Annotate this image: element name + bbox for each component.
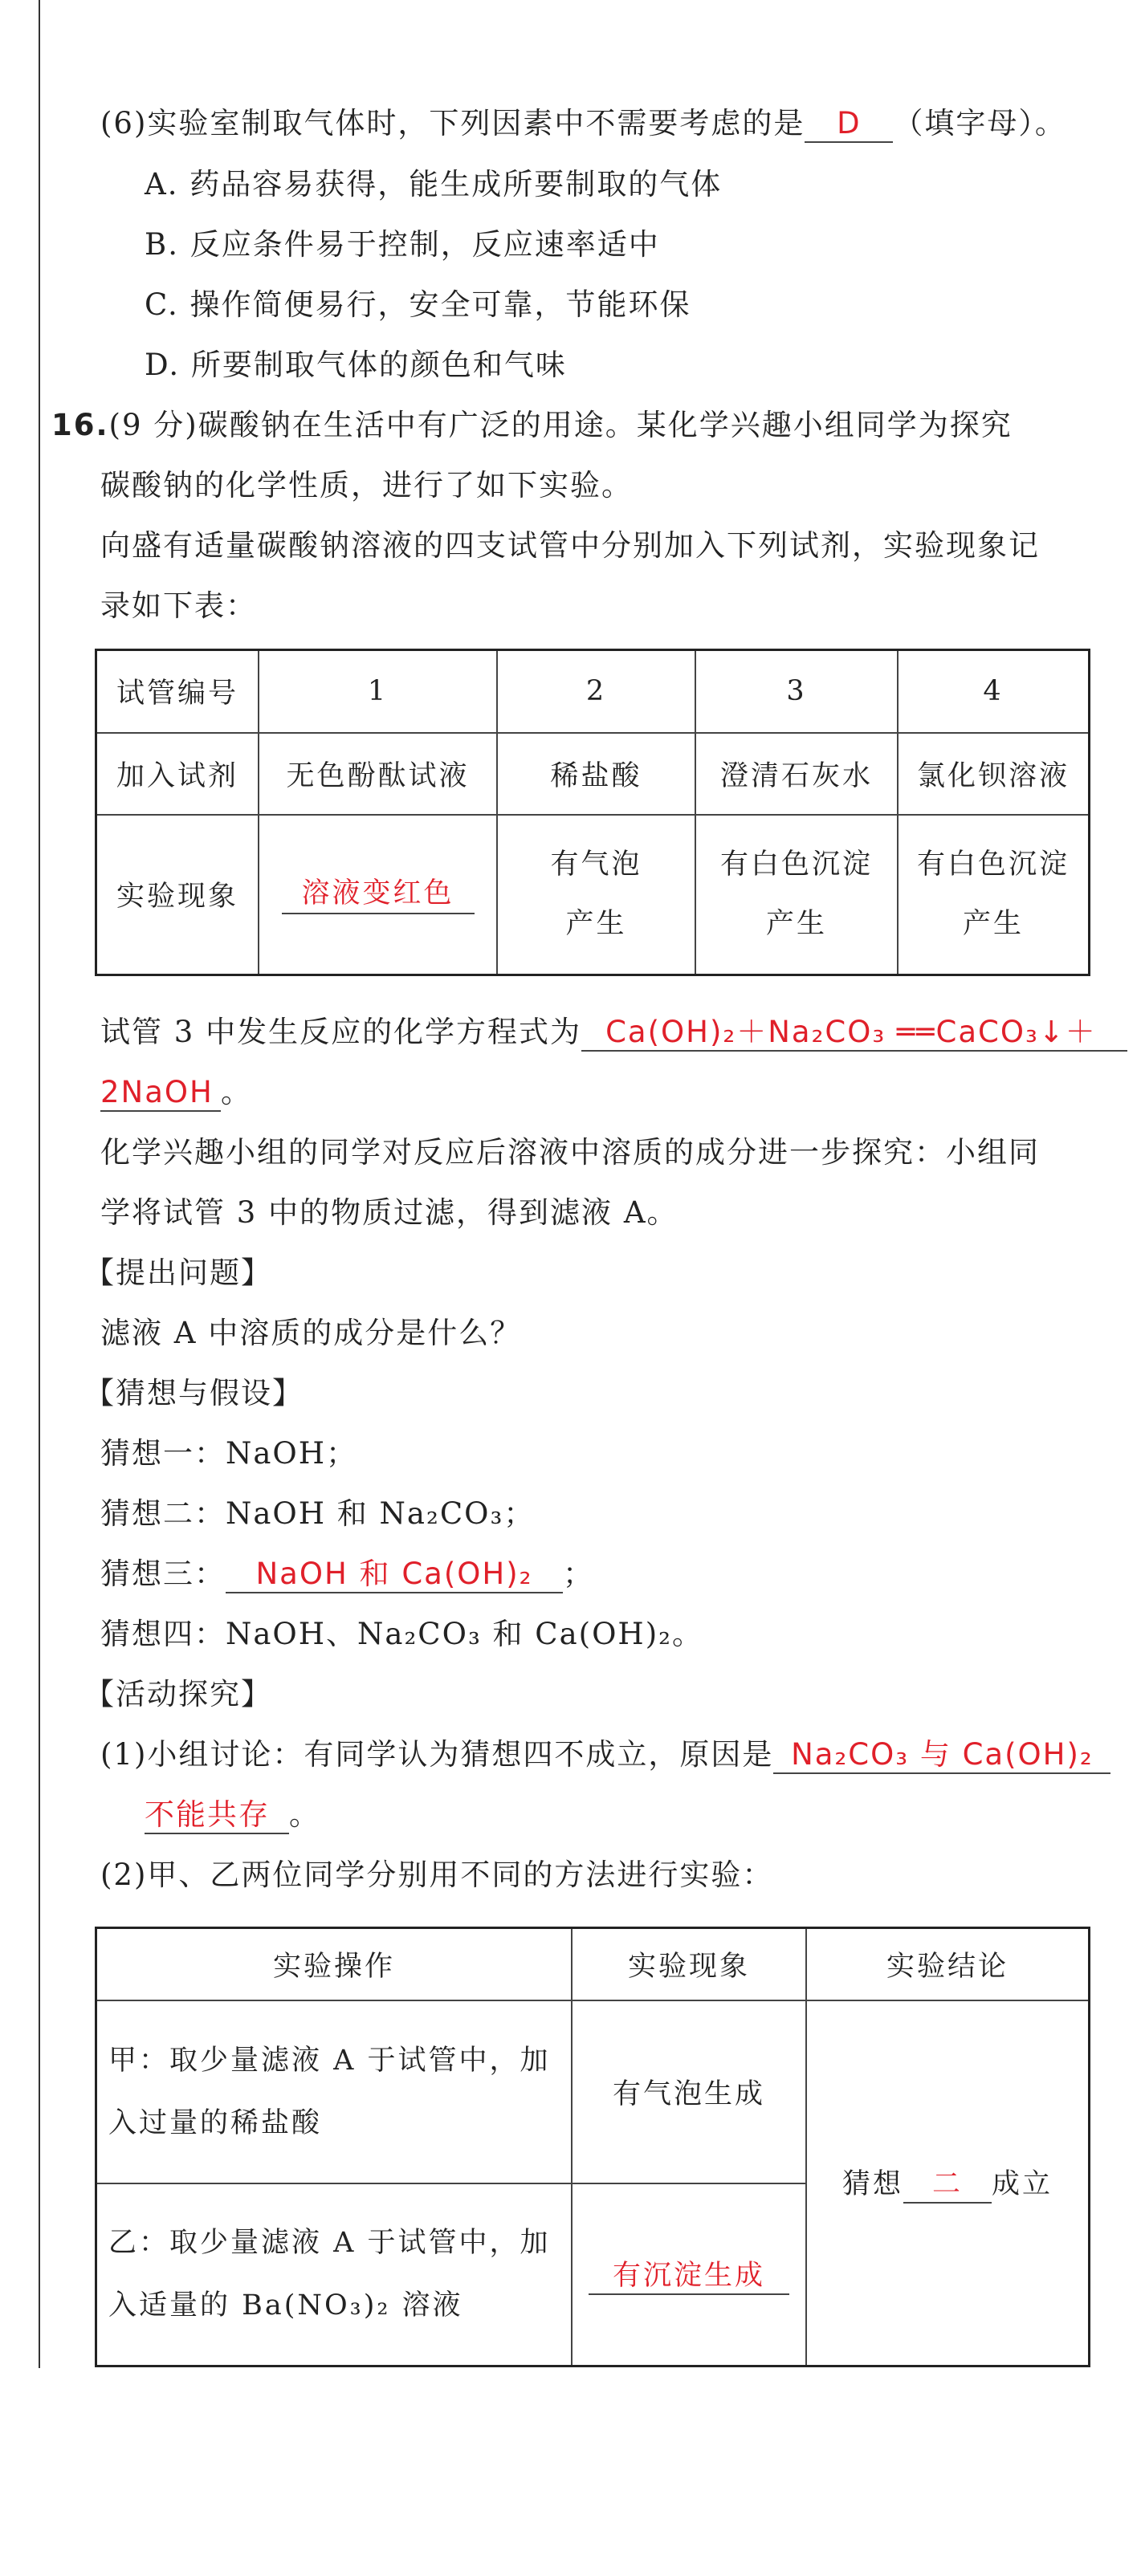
table2-phen-yi [572, 2183, 806, 2366]
table1-phenomenon-2-line2: 产生 [565, 908, 627, 941]
equation-post: 。 [221, 1075, 252, 1109]
q6-option-b: B. 反应条件易于控制，反应速率适中 [145, 227, 660, 262]
table2-header-operation: 实验操作 [96, 1928, 573, 2000]
equation-line2 [100, 1073, 252, 1112]
q16-number: 16. [51, 408, 109, 442]
activity-1-post: 。 [289, 1797, 320, 1832]
table1-header-phenomenon: 实验现象 [96, 815, 259, 975]
heading-guess: 【猜想与假设】 [84, 1376, 304, 1410]
activity-1-pre: (1)小组讨论：有同学认为猜想四不成立，原因是 [100, 1737, 774, 1772]
further-line2: 学将试管 3 中的物质过滤，得到滤液 A。 [100, 1195, 678, 1230]
table1-reagent-3: 澄清石灰水 [695, 733, 898, 815]
heading-activity: 【活动探究】 [84, 1677, 272, 1711]
guess-1: 猜想一：NaOH； [100, 1436, 358, 1471]
page-margin-line [39, 0, 40, 2368]
table2-header-conclusion: 实验结论 [806, 1928, 1090, 2000]
guess-3-pre: 猜想三： [100, 1557, 226, 1591]
table2-op-yi-line2: 入适量的 Ba(NO₃)₂ 溶液 [108, 2289, 463, 2322]
table2-conclusion-pre: 猜想 [841, 2168, 903, 2201]
table1-phenomenon-1-answer: 溶液变红色 [282, 874, 475, 914]
table1-reagent-4: 氯化钡溶液 [898, 733, 1090, 815]
table2-conclusion [806, 2000, 1090, 2366]
further-line1: 化学兴趣小组的同学对反应后溶液中溶质的成分进一步探究：小组同 [100, 1135, 1040, 1170]
equation-answer-1: Ca(OH)₂＋Na₂CO₃ ══CaCO₃↓＋ [581, 1015, 1127, 1052]
table2-op-jia [96, 2000, 573, 2183]
q16-intro3: 向盛有适量碳酸钠溶液的四支试管中分别加入下列试剂，实验现象记 [100, 528, 1040, 563]
table2-op-yi [96, 2183, 573, 2366]
table1-phenomenon-3 [695, 815, 898, 975]
activity-1-line2 [145, 1796, 320, 1834]
q6-option-c: C. 操作简便易行，安全可靠，节能环保 [145, 287, 691, 322]
activity-1-answer-2: 不能共存 [145, 1797, 289, 1834]
table1-phenomenon-4 [898, 815, 1090, 975]
q6-stem-pre: (6)实验室制取气体时，下列因素中不需要考虑的是 [100, 106, 805, 140]
table1-phenomenon-1 [259, 815, 497, 975]
experiment-table [95, 1927, 1090, 2367]
activity-2: (2)甲、乙两位同学分别用不同的方法进行实验： [100, 1858, 774, 1892]
guess-2: 猜想二：NaOH 和 Na₂CO₃； [100, 1496, 536, 1531]
guess-3-post: ； [563, 1557, 594, 1591]
table2-conclusion-post: 成立 [992, 2168, 1053, 2201]
guess-3-answer: NaOH 和 Ca(OH)₂ [226, 1557, 563, 1593]
q16-intro4: 录如下表： [100, 588, 257, 623]
table1-phenomenon-2-line1: 有气泡 [550, 848, 642, 881]
table2-header-phenomenon: 实验现象 [572, 1928, 806, 2000]
table1-tube-2: 2 [497, 650, 695, 733]
table1-phenomenon-3-line2: 产生 [765, 908, 827, 941]
table2-op-jia-line2: 入过量的稀盐酸 [108, 2106, 323, 2139]
guess-4: 猜想四：NaOH、Na₂CO₃ 和 Ca(OH)₂。 [100, 1617, 703, 1651]
q6-stem-post: （填字母）。 [893, 106, 1066, 140]
table1-header-reagent: 加入试剂 [96, 733, 259, 815]
guess-3 [100, 1555, 594, 1593]
q16-intro-line1 [51, 406, 1013, 445]
table2-phen-yi-answer: 有沉淀生成 [589, 2253, 789, 2295]
question-text: 滤液 A 中溶质的成分是什么？ [100, 1316, 522, 1350]
table1-tube-3: 3 [695, 650, 898, 733]
activity-1-line1 [100, 1736, 1110, 1774]
table2-op-yi-line1: 乙：取少量滤液 A 于试管中，加 [108, 2227, 551, 2260]
table1-header-tube: 试管编号 [96, 650, 259, 733]
table1-reagent-2: 稀盐酸 [497, 733, 695, 815]
q6-option-d: D. 所要制取气体的颜色和气味 [145, 348, 567, 382]
equation-line1 [100, 1013, 1127, 1052]
table1-reagent-1: 无色酚酞试液 [259, 733, 497, 815]
table1-phenomenon-3-line1: 有白色沉淀 [719, 848, 873, 881]
table2-phen-jia: 有气泡生成 [572, 2000, 806, 2183]
heading-question: 【提出问题】 [84, 1255, 272, 1290]
activity-1-answer-1: Na₂CO₃ 与 Ca(OH)₂ [773, 1737, 1110, 1774]
q6-answer: D [805, 106, 893, 143]
table1-tube-1: 1 [259, 650, 497, 733]
q6-option-a: A. 药品容易获得，能生成所要制取的气体 [145, 167, 723, 201]
table2-conclusion-answer: 二 [903, 2162, 992, 2204]
table1-phenomenon-4-line1: 有白色沉淀 [916, 848, 1070, 881]
table2-op-jia-line1: 甲：取少量滤液 A 于试管中，加 [108, 2044, 551, 2077]
q16-intro2: 碳酸钠的化学性质，进行了如下实验。 [100, 468, 633, 503]
q16-intro1: (9 分)碳酸钠在生活中有广泛的用途。某化学兴趣小组同学为探究 [108, 408, 1013, 442]
equation-pre: 试管 3 中发生反应的化学方程式为 [100, 1015, 582, 1049]
equation-answer-2: 2NaOH [100, 1075, 221, 1112]
table1-phenomenon-2 [497, 815, 695, 975]
reagent-table [95, 649, 1090, 976]
table1-phenomenon-4-line2: 产生 [962, 908, 1024, 941]
q6-stem [100, 104, 1066, 143]
table1-tube-4: 4 [898, 650, 1090, 733]
